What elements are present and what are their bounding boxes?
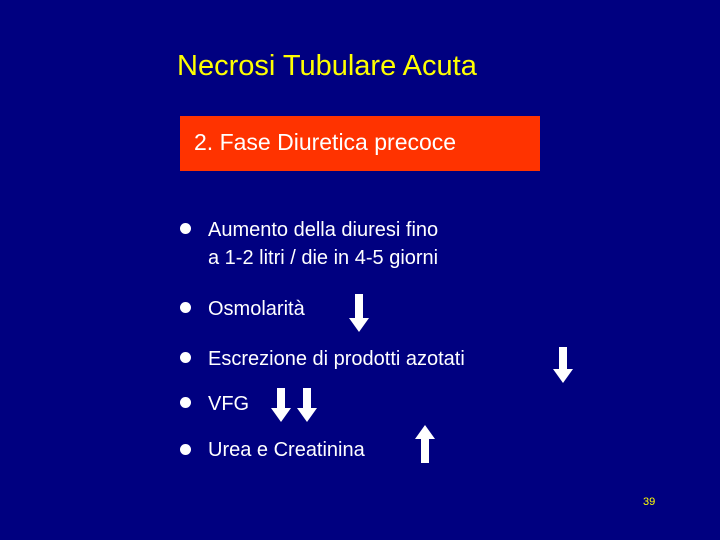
bullet-icon [180, 397, 191, 408]
bullet-text: Aumento della diuresi fino [208, 219, 439, 241]
page-number: 39 [643, 496, 656, 508]
bullet-text-continuation: a 1-2 litri / die in 4-5 giorni [208, 247, 439, 269]
bullet-icon [180, 302, 191, 313]
slide-subtitle: 2. Fase Diuretica precoce [194, 129, 457, 155]
up-arrow-icon [415, 425, 435, 463]
bullet-text: Escrezione di prodotti azotati [208, 348, 465, 370]
down-arrow-icon [271, 388, 291, 422]
bullet-icon [180, 444, 191, 455]
bullet-icon [180, 223, 191, 234]
subtitle-box [180, 116, 540, 171]
bullet-icon [180, 352, 191, 363]
down-arrow-icon [349, 294, 369, 332]
bullet-text: Osmolarità [208, 298, 305, 320]
slide-title: Necrosi Tubulare Acuta [177, 50, 477, 82]
bullet-text: Urea e Creatinina [208, 439, 365, 461]
bullet-text: VFG [208, 393, 250, 415]
down-arrow-icon [297, 388, 317, 422]
down-arrow-icon [553, 347, 573, 383]
